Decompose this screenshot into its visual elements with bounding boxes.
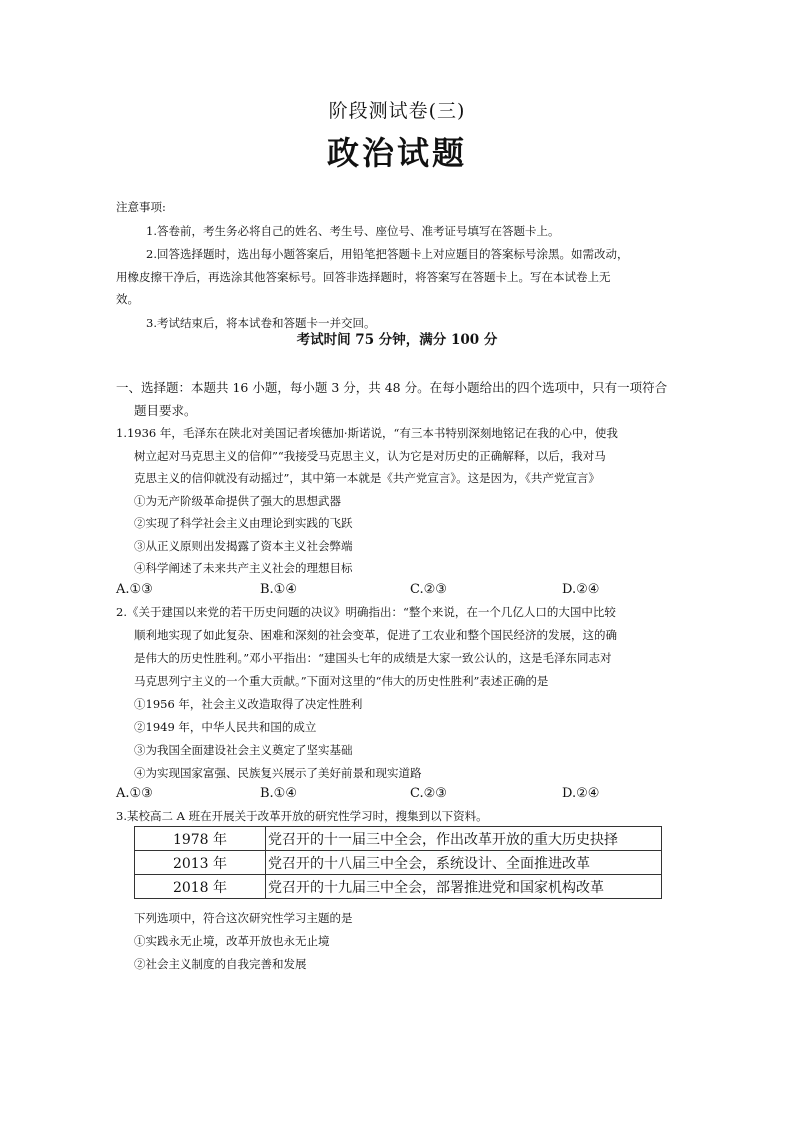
q3-statement: ①实践永无止境，改革开放也永无止境 bbox=[134, 934, 330, 948]
q3-question: 下列选项中，符合这次研究性学习主题的是 bbox=[134, 911, 353, 925]
q1-statement: ②实现了科学社会主义由理论到实践的飞跃 bbox=[134, 516, 353, 530]
q2-option-d[interactable]: D.②④ bbox=[562, 786, 600, 801]
q2-option-a[interactable]: A.①③ bbox=[116, 786, 153, 801]
q2-statement: ①1956 年，社会主义改造取得了决定性胜利 bbox=[134, 697, 363, 711]
q1-stem-line: 克思主义的信仰就没有动摇过”，其中第一本就是《共产党宣言》。这是因为，《共产党宣言》 bbox=[134, 471, 600, 485]
section-heading-cont: 题目要求。 bbox=[134, 403, 197, 418]
q2-stem-line: 2.《关于建国以来党的若干历史问题的决议》明确指出：“整个来说，在一个几亿人口的大国中比较 bbox=[116, 605, 616, 619]
q1-stem-line: 1.1936 年，毛泽东在陕北对美国记者埃德加·斯诺说，“有三本书特别深刻地铭记在我的心中，使我 bbox=[116, 426, 618, 440]
table-row bbox=[135, 851, 662, 875]
q1-statement: ④科学阐述了未来共产主义社会的理想目标 bbox=[134, 561, 353, 575]
q1-stem-line: 树立起对马克思主义的信仰”“我接受马克思主义，认为它是对历史的正确解释，以后，我对马 bbox=[134, 449, 606, 463]
table-year: 2018 年 bbox=[135, 875, 266, 899]
table-year: 2013 年 bbox=[135, 851, 266, 875]
q2-statement: ④为实现国家富强、民族复兴展示了美好前景和现实道路 bbox=[134, 766, 422, 780]
q1-statement: ③从正义原则出发揭露了资本主义社会弊端 bbox=[134, 539, 353, 553]
q1-option-c[interactable]: C.②③ bbox=[410, 582, 447, 597]
q1-option-b[interactable]: B.①④ bbox=[260, 582, 297, 597]
q2-option-c[interactable]: C.②③ bbox=[410, 786, 447, 801]
section-heading: 一、选择题：本题共 16 小题，每小题 3 分，共 48 分。在每小题给出的四个选项中，只有一项符合 bbox=[116, 380, 668, 395]
q2-statement: ③为我国全面建设社会主义奠定了坚实基础 bbox=[134, 743, 353, 757]
q2-stem-line: 顺利地实现了如此复杂、困难和深刻的社会变革，促进了工农业和整个国民经济的发展，这的确 bbox=[134, 628, 617, 642]
exam-subtitle: 阶段测试卷(三) bbox=[328, 100, 466, 122]
note-item: 效。 bbox=[116, 292, 139, 306]
q2-stem-line: 是伟大的历史性胜利。”邓小平指出：“建国头七年的成绩是大家一致公认的，这是毛泽东同志对 bbox=[134, 651, 612, 665]
table-event: 党召开的十一届三中全会，作出改革开放的重大历史抉择 bbox=[266, 827, 662, 851]
q3-table bbox=[134, 826, 662, 899]
q2-statement: ②1949 年，中华人民共和国的成立 bbox=[134, 720, 317, 734]
table-event: 党召开的十八届三中全会，系统设计、全面推进改革 bbox=[266, 851, 662, 875]
note-item: 1.答卷前，考生务必将自己的姓名、考生号、座位号、准考证号填写在答题卡上。 bbox=[146, 224, 560, 238]
exam-title: 政治试题 bbox=[326, 134, 467, 172]
table-event: 党召开的十九届三中全会，部署推进党和国家机构改革 bbox=[266, 875, 662, 899]
q2-stem-line: 马克思列宁主义的一个重大贡献。”下面对这里的“伟大的历史性胜利”表述正确的是 bbox=[134, 674, 549, 688]
time-info: 考试时间 75 分钟，满分 100 分 bbox=[296, 332, 498, 348]
q2-option-b[interactable]: B.①④ bbox=[260, 786, 297, 801]
q1-statement: ①为无产阶级革命提供了强大的思想武器 bbox=[134, 494, 341, 508]
notes-heading: 注意事项: bbox=[116, 200, 166, 214]
q3-statement: ②社会主义制度的自我完善和发展 bbox=[134, 957, 307, 971]
q1-option-d[interactable]: D.②④ bbox=[562, 582, 600, 597]
q1-option-a[interactable]: A.①③ bbox=[116, 582, 153, 597]
table-row bbox=[135, 875, 662, 899]
table-row bbox=[135, 827, 662, 851]
table-year: 1978 年 bbox=[135, 827, 266, 851]
note-item: 3.考试结束后，将本试卷和答题卡一并交回。 bbox=[146, 316, 376, 330]
note-item: 用橡皮擦干净后，再选涂其他答案标号。回答非选择题时，将答案写在答题卡上。写在本试卷上无 bbox=[116, 270, 611, 284]
note-item: 2.回答选择题时，选出每小题答案后，用铅笔把答题卡上对应题目的答案标号涂黑。如需改动， bbox=[146, 247, 629, 261]
q3-intro: 3.某校高二 A 班在开展关于改革开放的研究性学习时，搜集到以下资料。 bbox=[116, 809, 488, 823]
